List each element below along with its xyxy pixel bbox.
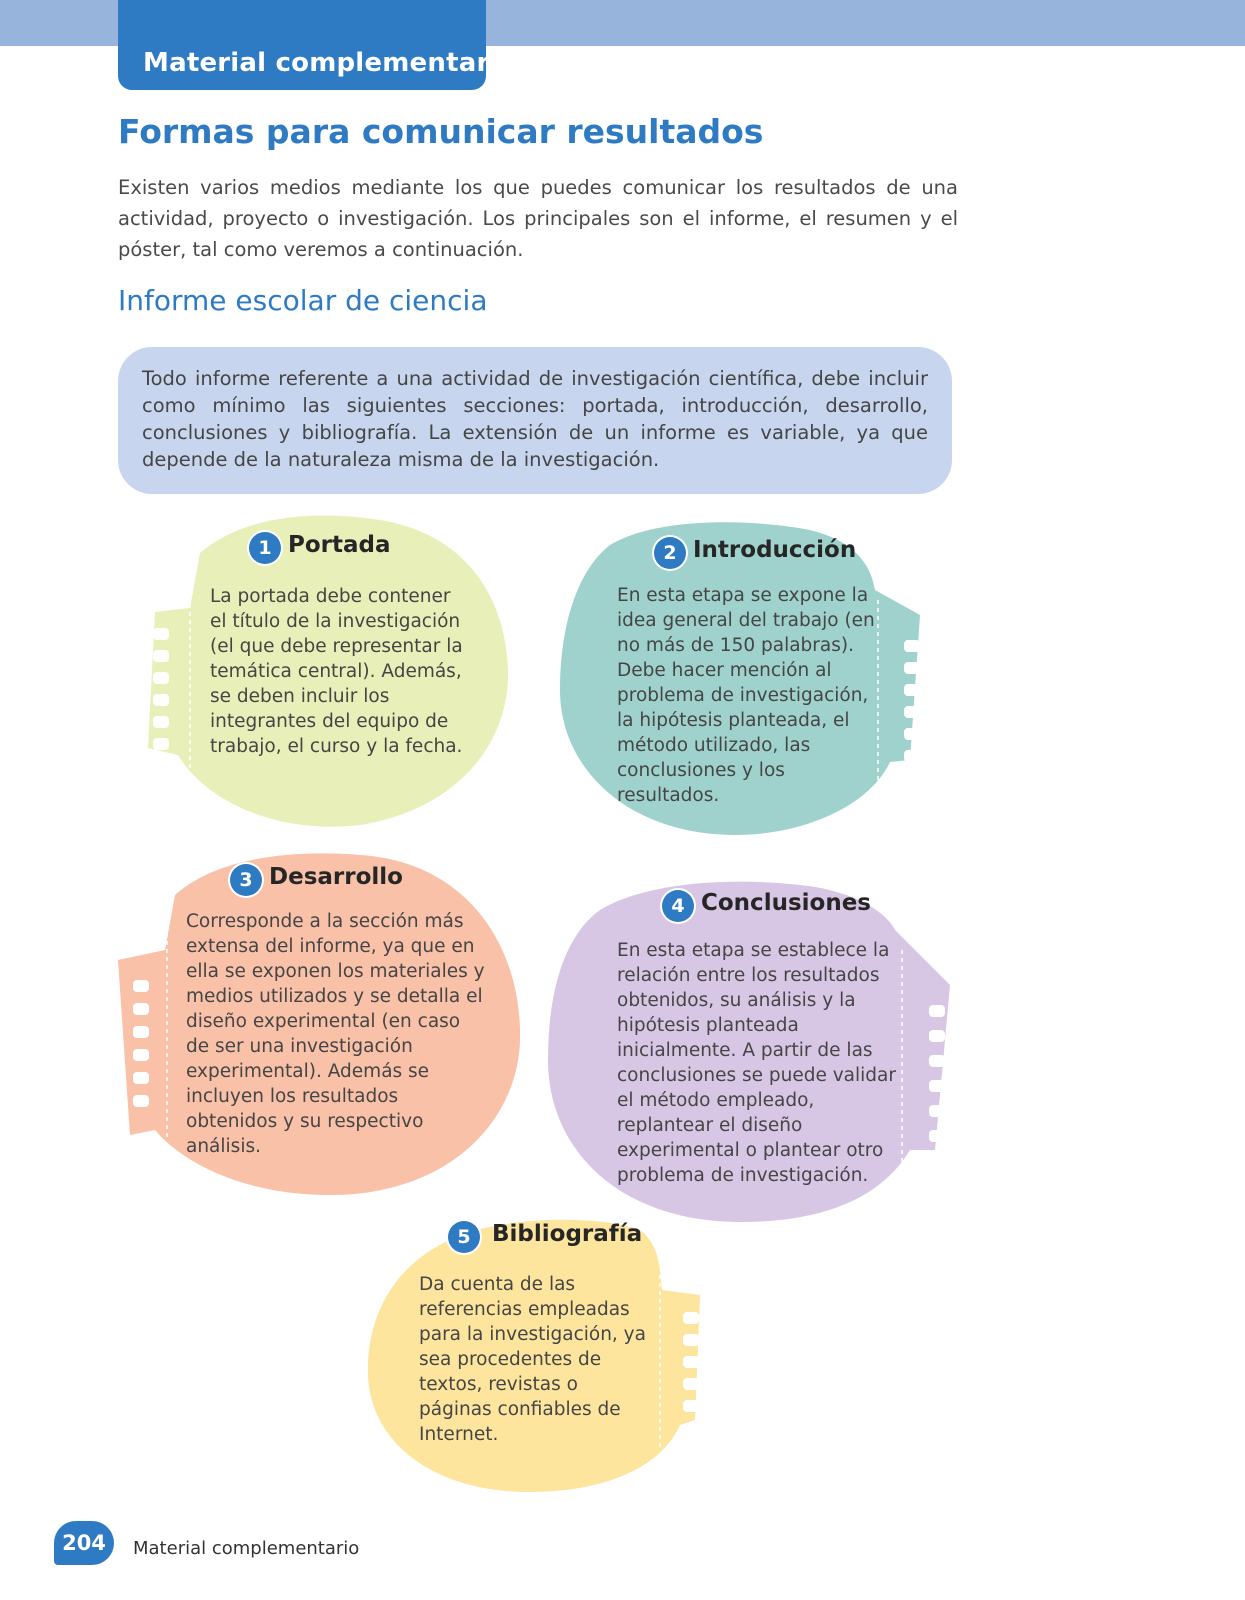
card-5-number-badge: 5 xyxy=(448,1221,480,1253)
notebook-hole xyxy=(904,662,920,674)
notebook-hole xyxy=(683,1334,699,1346)
info-box: Todo informe referente a una actividad de investigación científica, debe incluir como mínimo las siguientes secciones: portada, introducción, desarrollo, conclusiones y bibliografía. La extensión de un informe es variable, ya que depende de la naturaleza misma de la investigación. xyxy=(118,347,952,494)
header-tab-label: Material complementario xyxy=(143,48,517,78)
notebook-hole xyxy=(929,1080,945,1092)
notebook-hole xyxy=(153,672,169,684)
card-5-title: Bibliografía xyxy=(492,1221,643,1247)
card-5-text: Da cuenta de las referencias empleadas para la investigación, ya sea procedentes de textos, revistas o páginas confiables de Internet. xyxy=(419,1274,646,1445)
notebook-hole xyxy=(133,980,149,992)
notebook-hole xyxy=(133,1026,149,1038)
notebook-hole xyxy=(133,1003,149,1015)
notebook-hole xyxy=(929,1055,945,1067)
card-4-text: En esta etapa se establece la relación entre los resultados obtenidos, su análisis y la hipótesis planteada inicialmente. A partir de las conclusiones se puede validar el método empleado, replantear el diseño experimental o plantear otro problema de investigación. xyxy=(617,940,896,1186)
card-4-title: Conclusiones xyxy=(701,890,871,916)
notebook-hole xyxy=(904,728,920,740)
notebook-hole xyxy=(929,1130,945,1142)
notebook-hole xyxy=(133,1095,149,1107)
card-2-title: Introducción xyxy=(693,537,857,563)
section-title: Informe escolar de ciencia xyxy=(118,284,488,317)
notebook-hole xyxy=(904,706,920,718)
notebook-hole xyxy=(683,1356,699,1368)
notebook-hole xyxy=(929,1005,945,1017)
notebook-hole xyxy=(153,716,169,728)
card-3-number-badge: 3 xyxy=(230,864,262,896)
notebook-hole xyxy=(153,650,169,662)
notebook-hole xyxy=(683,1312,699,1324)
notebook-hole xyxy=(904,640,920,652)
card-4-number-badge: 4 xyxy=(662,890,694,922)
notebook-hole xyxy=(929,1105,945,1117)
notebook-hole xyxy=(683,1378,699,1390)
card-3-title: Desarrollo xyxy=(269,864,403,890)
card-1-text: La portada debe contener el título de la investigación (el que debe representar la temática central). Además, se deben incluir los integrantes del equipo de trabajo, el curso y la fecha. xyxy=(210,586,463,757)
page-number-badge: 204 xyxy=(54,1521,114,1565)
intro-paragraph: Existen varios medios mediante los que puedes comunicar los resultados de una actividad, proyecto o investigación. Los principales son el informe, el resumen y el póster, tal como veremos a continuación. xyxy=(118,176,958,261)
card-2-number-badge: 2 xyxy=(654,537,686,569)
footer-label: Material complementario xyxy=(133,1538,360,1559)
notebook-hole xyxy=(133,1072,149,1084)
notebook-hole xyxy=(929,1030,945,1042)
card-2-text: En esta etapa se expone la idea general del trabajo (en no más de 150 palabras). Debe hacer mención al problema de investigación, la hipótesis planteada, el método utilizado, las conclusiones y los resultados. xyxy=(617,585,875,806)
notebook-hole xyxy=(153,738,169,750)
notebook-hole xyxy=(133,1049,149,1061)
notebook-hole xyxy=(904,684,920,696)
notebook-hole xyxy=(153,628,169,640)
card-3-text: Corresponde a la sección más extensa del informe, ya que en ella se exponen los materiales y medios utilizados y se detalla el diseño experimental (en caso de ser una investigación experimental). Además se incluyen los resultados obtenidos y su respectivo análisis. xyxy=(186,911,485,1157)
notebook-hole xyxy=(153,694,169,706)
notebook-hole xyxy=(683,1400,699,1412)
card-1-number-badge: 1 xyxy=(249,532,281,564)
page-title: Formas para comunicar resultados xyxy=(118,112,764,151)
notebook-hole xyxy=(904,750,920,762)
card-1-title: Portada xyxy=(288,532,391,558)
